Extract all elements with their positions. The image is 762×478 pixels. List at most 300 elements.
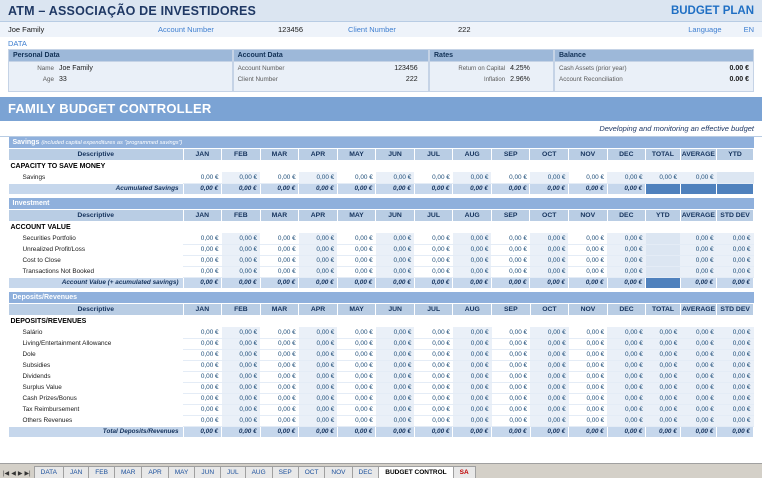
cell-investment-0-ytd[interactable]: [646, 233, 680, 244]
cell-investment-2-apr[interactable]: 0,00 €: [299, 255, 338, 266]
cell-investment-1-average[interactable]: 0,00 €: [680, 244, 717, 255]
cell-savings-0-oct[interactable]: 0,00 €: [530, 172, 569, 183]
total-savings-oct[interactable]: 0,00 €: [530, 183, 569, 194]
cell-deposits-0-may[interactable]: 0,00 €: [337, 327, 376, 338]
cell-deposits-3-jan[interactable]: 0,00 €: [183, 360, 222, 371]
cell-deposits-3-oct[interactable]: 0,00 €: [530, 360, 569, 371]
cell-deposits-7-feb[interactable]: 0,00 €: [222, 404, 261, 415]
cell-deposits-0-average[interactable]: 0,00 €: [680, 327, 717, 338]
cell-investment-0-mar[interactable]: 0,00 €: [260, 233, 299, 244]
cell-deposits-6-mar[interactable]: 0,00 €: [260, 393, 299, 404]
cell-deposits-2-mar[interactable]: 0,00 €: [260, 349, 299, 360]
cell-deposits-3-apr[interactable]: 0,00 €: [299, 360, 338, 371]
cell-deposits-1-feb[interactable]: 0,00 €: [222, 338, 261, 349]
cell-deposits-5-jun[interactable]: 0,00 €: [376, 382, 415, 393]
column-header-oct: OCT: [530, 209, 569, 221]
account-number-field-value[interactable]: 123456: [394, 65, 418, 72]
total-deposits-sep[interactable]: 0,00 €: [492, 426, 531, 437]
cell-deposits-0-apr[interactable]: 0,00 €: [299, 327, 338, 338]
cell-investment-2-oct[interactable]: 0,00 €: [530, 255, 569, 266]
total-savings-feb[interactable]: 0,00 €: [222, 183, 261, 194]
sheet-tab-jun[interactable]: JUN: [194, 466, 221, 478]
cell-deposits-7-jun[interactable]: 0,00 €: [376, 404, 415, 415]
cell-deposits-2-aug[interactable]: 0,00 €: [453, 349, 492, 360]
cell-investment-2-jun[interactable]: 0,00 €: [376, 255, 415, 266]
cell-investment-0-aug[interactable]: 0,00 €: [453, 233, 492, 244]
cell-deposits-4-oct[interactable]: 0,00 €: [530, 371, 569, 382]
cell-deposits-6-sep[interactable]: 0,00 €: [492, 393, 531, 404]
cell-deposits-0-std-dev[interactable]: 0,00 €: [717, 327, 754, 338]
cell-deposits-5-sep[interactable]: 0,00 €: [492, 382, 531, 393]
cell-deposits-4-mar[interactable]: 0,00 €: [260, 371, 299, 382]
cell-investment-0-nov[interactable]: 0,00 €: [568, 233, 607, 244]
cell-investment-1-jan[interactable]: 0,00 €: [183, 244, 222, 255]
cell-investment-3-may[interactable]: 0,00 €: [337, 266, 376, 277]
cell-deposits-3-average[interactable]: 0,00 €: [680, 360, 717, 371]
cell-deposits-3-may[interactable]: 0,00 €: [337, 360, 376, 371]
cell-deposits-8-jan[interactable]: 0,00 €: [183, 415, 222, 426]
cell-deposits-7-average[interactable]: 0,00 €: [680, 404, 717, 415]
cell-deposits-2-feb[interactable]: 0,00 €: [222, 349, 261, 360]
cell-deposits-0-dec[interactable]: 0,00 €: [607, 327, 646, 338]
sheet-tab-feb[interactable]: FEB: [88, 466, 115, 478]
cell-deposits-1-jul[interactable]: 0,00 €: [414, 338, 453, 349]
last-sheet-icon[interactable]: ▶|: [24, 471, 31, 477]
cell-deposits-1-std-dev[interactable]: 0,00 €: [717, 338, 754, 349]
cell-deposits-1-oct[interactable]: 0,00 €: [530, 338, 569, 349]
cell-deposits-8-total[interactable]: 0,00 €: [646, 415, 681, 426]
cell-savings-0-may[interactable]: 0,00 €: [337, 172, 376, 183]
total-savings-mar[interactable]: 0,00 €: [260, 183, 299, 194]
sheet-nav-buttons[interactable]: [0, 470, 34, 478]
cell-deposits-6-dec[interactable]: 0,00 €: [607, 393, 646, 404]
cell-deposits-1-mar[interactable]: 0,00 €: [260, 338, 299, 349]
total-investment-may[interactable]: 0,00 €: [337, 277, 376, 288]
cell-deposits-1-total[interactable]: 0,00 €: [646, 338, 681, 349]
cell-investment-2-ytd[interactable]: [646, 255, 680, 266]
cell-deposits-2-std-dev[interactable]: 0,00 €: [717, 349, 754, 360]
cell-deposits-3-nov[interactable]: 0,00 €: [569, 360, 608, 371]
cell-deposits-1-nov[interactable]: 0,00 €: [569, 338, 608, 349]
cell-investment-3-mar[interactable]: 0,00 €: [260, 266, 299, 277]
total-deposits-may[interactable]: 0,00 €: [337, 426, 376, 437]
total-investment-sep[interactable]: 0,00 €: [491, 277, 530, 288]
cell-deposits-8-sep[interactable]: 0,00 €: [492, 415, 531, 426]
cell-deposits-3-sep[interactable]: 0,00 €: [492, 360, 531, 371]
total-deposits-feb[interactable]: 0,00 €: [222, 426, 261, 437]
total-investment-dec[interactable]: 0,00 €: [607, 277, 646, 288]
prev-sheet-icon[interactable]: ◀: [11, 471, 16, 477]
cell-deposits-4-total[interactable]: 0,00 €: [646, 371, 681, 382]
cell-investment-2-std-dev[interactable]: 0,00 €: [717, 255, 754, 266]
cell-deposits-5-std-dev[interactable]: 0,00 €: [717, 382, 754, 393]
total-savings-nov[interactable]: 0,00 €: [569, 183, 608, 194]
total-deposits-std-dev[interactable]: 0,00 €: [717, 426, 754, 437]
total-investment-aug[interactable]: 0,00 €: [453, 277, 492, 288]
total-deposits-mar[interactable]: 0,00 €: [260, 426, 299, 437]
cell-deposits-2-nov[interactable]: 0,00 €: [569, 349, 608, 360]
total-savings-jan[interactable]: 0,00 €: [183, 183, 222, 194]
sheet-tab-aug[interactable]: AUG: [245, 466, 273, 478]
cell-investment-3-feb[interactable]: 0,00 €: [222, 266, 261, 277]
cell-deposits-4-apr[interactable]: 0,00 €: [299, 371, 338, 382]
cell-deposits-4-std-dev[interactable]: 0,00 €: [717, 371, 754, 382]
cell-deposits-3-aug[interactable]: 0,00 €: [453, 360, 492, 371]
cell-investment-3-jan[interactable]: 0,00 €: [183, 266, 222, 277]
cell-deposits-7-nov[interactable]: 0,00 €: [569, 404, 608, 415]
total-investment-jan[interactable]: 0,00 €: [183, 277, 222, 288]
total-deposits-oct[interactable]: 0,00 €: [530, 426, 569, 437]
row-spacer: [9, 437, 754, 441]
cell-deposits-7-sep[interactable]: 0,00 €: [492, 404, 531, 415]
cell-savings-0-jul[interactable]: 0,00 €: [414, 172, 453, 183]
cell-deposits-6-average[interactable]: 0,00 €: [680, 393, 717, 404]
group-label: ACCOUNT VALUE: [9, 221, 754, 233]
cell-deposits-7-mar[interactable]: 0,00 €: [260, 404, 299, 415]
cell-deposits-3-dec[interactable]: 0,00 €: [607, 360, 646, 371]
cell-investment-2-average[interactable]: 0,00 €: [680, 255, 717, 266]
section-table-deposits: [8, 292, 754, 441]
cell-deposits-5-feb[interactable]: 0,00 €: [222, 382, 261, 393]
cell-deposits-5-may[interactable]: 0,00 €: [337, 382, 376, 393]
cell-savings-0-jun[interactable]: 0,00 €: [376, 172, 415, 183]
sheet-tab-data[interactable]: DATA: [34, 466, 64, 478]
sheet-tab-sep[interactable]: SEP: [272, 466, 299, 478]
cell-deposits-4-dec[interactable]: 0,00 €: [607, 371, 646, 382]
cell-deposits-6-jul[interactable]: 0,00 €: [414, 393, 453, 404]
total-savings-may[interactable]: 0,00 €: [337, 183, 376, 194]
total-savings-jun[interactable]: 0,00 €: [376, 183, 415, 194]
cell-deposits-2-sep[interactable]: 0,00 €: [492, 349, 531, 360]
cell-deposits-3-jul[interactable]: 0,00 €: [414, 360, 453, 371]
cell-deposits-1-average[interactable]: 0,00 €: [680, 338, 717, 349]
cell-investment-1-nov[interactable]: 0,00 €: [568, 244, 607, 255]
cell-deposits-2-dec[interactable]: 0,00 €: [607, 349, 646, 360]
cell-investment-2-mar[interactable]: 0,00 €: [260, 255, 299, 266]
cell-deposits-2-jul[interactable]: 0,00 €: [414, 349, 453, 360]
total-savings-sep[interactable]: 0,00 €: [491, 183, 530, 194]
cell-deposits-7-oct[interactable]: 0,00 €: [530, 404, 569, 415]
cell-deposits-5-mar[interactable]: 0,00 €: [260, 382, 299, 393]
total-savings-dec[interactable]: 0,00 €: [607, 183, 646, 194]
return-on-capital-label: Return on Capital: [458, 66, 506, 72]
cell-deposits-0-total[interactable]: 0,00 €: [646, 327, 681, 338]
personal-name-value[interactable]: Joe Family: [59, 65, 93, 72]
cell-deposits-1-aug[interactable]: 0,00 €: [453, 338, 492, 349]
cell-deposits-8-dec[interactable]: 0,00 €: [607, 415, 646, 426]
sheet-tab-sa[interactable]: SA: [453, 466, 476, 478]
cell-savings-0-feb[interactable]: 0,00 €: [222, 172, 261, 183]
cell-investment-2-jan[interactable]: 0,00 €: [183, 255, 222, 266]
cell-deposits-8-average[interactable]: 0,00 €: [680, 415, 717, 426]
sheet-tab-jan[interactable]: JAN: [63, 466, 89, 478]
total-savings-apr[interactable]: 0,00 €: [299, 183, 338, 194]
cell-deposits-6-aug[interactable]: 0,00 €: [453, 393, 492, 404]
cell-investment-1-std-dev[interactable]: 0,00 €: [717, 244, 754, 255]
cell-savings-0-sep[interactable]: 0,00 €: [491, 172, 530, 183]
cell-deposits-5-nov[interactable]: 0,00 €: [569, 382, 608, 393]
total-deposits-jun[interactable]: 0,00 €: [376, 426, 415, 437]
cell-investment-2-may[interactable]: 0,00 €: [337, 255, 376, 266]
cell-deposits-5-aug[interactable]: 0,00 €: [453, 382, 492, 393]
cell-investment-0-feb[interactable]: 0,00 €: [222, 233, 261, 244]
total-investment-average[interactable]: 0,00 €: [680, 277, 717, 288]
cell-investment-1-may[interactable]: 0,00 €: [337, 244, 376, 255]
cell-savings-0-mar[interactable]: 0,00 €: [260, 172, 299, 183]
next-sheet-icon[interactable]: ▶: [17, 471, 23, 477]
cell-investment-2-jul[interactable]: 0,00 €: [414, 255, 453, 266]
cell-investment-0-jun[interactable]: 0,00 €: [376, 233, 415, 244]
cell-investment-3-average[interactable]: 0,00 €: [680, 266, 717, 277]
cell-deposits-0-jun[interactable]: 0,00 €: [376, 327, 415, 338]
cell-deposits-0-feb[interactable]: 0,00 €: [222, 327, 261, 338]
total-deposits-jan[interactable]: 0,00 €: [183, 426, 222, 437]
cell-deposits-6-std-dev[interactable]: 0,00 €: [717, 393, 754, 404]
title-bar: [0, 0, 762, 22]
cell-deposits-1-sep[interactable]: 0,00 €: [492, 338, 531, 349]
table-row: [13, 76, 228, 87]
cell-investment-0-oct[interactable]: 0,00 €: [530, 233, 569, 244]
row-label: Tax Reimbursement: [9, 404, 184, 415]
column-header-jun: JUN: [376, 148, 415, 160]
cell-deposits-3-jun[interactable]: 0,00 €: [376, 360, 415, 371]
column-header-descriptive: Descriptive: [9, 209, 184, 221]
total-deposits-average[interactable]: 0,00 €: [680, 426, 717, 437]
total-savings-jul[interactable]: 0,00 €: [414, 183, 453, 194]
cell-investment-1-ytd[interactable]: [646, 244, 680, 255]
cell-investment-3-std-dev[interactable]: 0,00 €: [717, 266, 754, 277]
cell-investment-0-apr[interactable]: 0,00 €: [299, 233, 338, 244]
cell-investment-1-feb[interactable]: 0,00 €: [222, 244, 261, 255]
cell-deposits-6-feb[interactable]: 0,00 €: [222, 393, 261, 404]
cell-investment-2-nov[interactable]: 0,00 €: [568, 255, 607, 266]
sheet-tab-oct[interactable]: OCT: [298, 466, 326, 478]
cell-deposits-8-mar[interactable]: 0,00 €: [260, 415, 299, 426]
total-investment-apr[interactable]: 0,00 €: [299, 277, 338, 288]
cell-deposits-6-nov[interactable]: 0,00 €: [569, 393, 608, 404]
cell-investment-3-apr[interactable]: 0,00 €: [299, 266, 338, 277]
total-savings-ytd[interactable]: [717, 183, 754, 194]
cell-deposits-4-jun[interactable]: 0,00 €: [376, 371, 415, 382]
cell-deposits-5-average[interactable]: 0,00 €: [680, 382, 717, 393]
cell-deposits-0-aug[interactable]: 0,00 €: [453, 327, 492, 338]
cell-investment-2-aug[interactable]: 0,00 €: [453, 255, 492, 266]
total-investment-std-dev[interactable]: 0,00 €: [717, 277, 754, 288]
cell-investment-0-may[interactable]: 0,00 €: [337, 233, 376, 244]
cell-investment-3-ytd[interactable]: [646, 266, 680, 277]
cell-deposits-4-nov[interactable]: 0,00 €: [569, 371, 608, 382]
total-investment-jun[interactable]: 0,00 €: [376, 277, 415, 288]
row-label: Surplus Value: [9, 382, 184, 393]
cell-investment-1-jun[interactable]: 0,00 €: [376, 244, 415, 255]
first-sheet-icon[interactable]: |◀: [3, 471, 10, 477]
cell-savings-0-aug[interactable]: 0,00 €: [453, 172, 492, 183]
total-investment-nov[interactable]: 0,00 €: [568, 277, 607, 288]
cell-deposits-3-mar[interactable]: 0,00 €: [260, 360, 299, 371]
total-investment-jul[interactable]: 0,00 €: [414, 277, 453, 288]
cell-deposits-2-may[interactable]: 0,00 €: [337, 349, 376, 360]
personal-name-label: Name: [37, 65, 54, 72]
column-header-may: MAY: [337, 303, 376, 315]
cell-deposits-5-total[interactable]: 0,00 €: [646, 382, 681, 393]
personal-age-value[interactable]: 33: [59, 76, 67, 83]
cell-deposits-0-sep[interactable]: 0,00 €: [492, 327, 531, 338]
cell-deposits-0-jan[interactable]: 0,00 €: [183, 327, 222, 338]
cell-deposits-8-std-dev[interactable]: 0,00 €: [717, 415, 754, 426]
cell-deposits-0-mar[interactable]: 0,00 €: [260, 327, 299, 338]
cell-investment-2-dec[interactable]: 0,00 €: [607, 255, 646, 266]
cell-investment-1-apr[interactable]: 0,00 €: [299, 244, 338, 255]
return-on-capital-value[interactable]: 4.25%: [510, 65, 530, 72]
cell-investment-3-nov[interactable]: 0,00 €: [568, 266, 607, 277]
cell-investment-1-sep[interactable]: 0,00 €: [491, 244, 530, 255]
cell-deposits-6-jan[interactable]: 0,00 €: [183, 393, 222, 404]
cell-deposits-7-may[interactable]: 0,00 €: [337, 404, 376, 415]
cell-deposits-0-jul[interactable]: 0,00 €: [414, 327, 453, 338]
cell-investment-3-dec[interactable]: 0,00 €: [607, 266, 646, 277]
cell-deposits-8-apr[interactable]: 0,00 €: [299, 415, 338, 426]
cell-savings-0-apr[interactable]: 0,00 €: [299, 172, 338, 183]
cell-deposits-4-jul[interactable]: 0,00 €: [414, 371, 453, 382]
sheet-tab-nov[interactable]: NOV: [324, 466, 352, 478]
cell-deposits-4-sep[interactable]: 0,00 €: [492, 371, 531, 382]
total-deposits-total[interactable]: 0,00 €: [646, 426, 681, 437]
inflation-value[interactable]: 2.96%: [510, 76, 530, 83]
cell-deposits-5-jan[interactable]: 0,00 €: [183, 382, 222, 393]
cell-deposits-7-apr[interactable]: 0,00 €: [299, 404, 338, 415]
cell-investment-1-aug[interactable]: 0,00 €: [453, 244, 492, 255]
cell-investment-3-aug[interactable]: 0,00 €: [453, 266, 492, 277]
total-investment-mar[interactable]: 0,00 €: [260, 277, 299, 288]
cell-deposits-7-jan[interactable]: 0,00 €: [183, 404, 222, 415]
cell-deposits-0-oct[interactable]: 0,00 €: [530, 327, 569, 338]
cell-deposits-8-jun[interactable]: 0,00 €: [376, 415, 415, 426]
cell-deposits-4-may[interactable]: 0,00 €: [337, 371, 376, 382]
cell-deposits-6-jun[interactable]: 0,00 €: [376, 393, 415, 404]
cell-deposits-8-oct[interactable]: 0,00 €: [530, 415, 569, 426]
cell-deposits-6-total[interactable]: 0,00 €: [646, 393, 681, 404]
sheet-tab-budget-control[interactable]: BUDGET CONTROL: [378, 466, 453, 478]
cell-investment-0-std-dev[interactable]: 0,00 €: [717, 233, 754, 244]
total-savings-total[interactable]: [646, 183, 681, 194]
cell-savings-0-total[interactable]: 0,00 €: [646, 172, 681, 183]
sheet-tab-mar[interactable]: MAR: [114, 466, 142, 478]
cell-investment-0-sep[interactable]: 0,00 €: [491, 233, 530, 244]
cell-deposits-4-aug[interactable]: 0,00 €: [453, 371, 492, 382]
sheet-tab-jul[interactable]: JUL: [220, 466, 246, 478]
cell-savings-0-dec[interactable]: 0,00 €: [607, 172, 646, 183]
language-value[interactable]: EN: [743, 25, 754, 34]
cell-savings-0-nov[interactable]: 0,00 €: [569, 172, 608, 183]
cell-investment-3-oct[interactable]: 0,00 €: [530, 266, 569, 277]
cell-investment-3-jul[interactable]: 0,00 €: [414, 266, 453, 277]
cell-deposits-0-nov[interactable]: 0,00 €: [569, 327, 608, 338]
total-savings-average[interactable]: [680, 183, 717, 194]
cell-deposits-2-apr[interactable]: 0,00 €: [299, 349, 338, 360]
cell-investment-0-dec[interactable]: 0,00 €: [607, 233, 646, 244]
total-investment-oct[interactable]: 0,00 €: [530, 277, 569, 288]
table-row: [434, 76, 549, 87]
cell-deposits-6-may[interactable]: 0,00 €: [337, 393, 376, 404]
total-deposits-dec[interactable]: 0,00 €: [607, 426, 646, 437]
total-deposits-apr[interactable]: 0,00 €: [299, 426, 338, 437]
cell-investment-0-average[interactable]: 0,00 €: [680, 233, 717, 244]
cell-deposits-5-apr[interactable]: 0,00 €: [299, 382, 338, 393]
cell-deposits-3-total[interactable]: 0,00 €: [646, 360, 681, 371]
cell-deposits-5-oct[interactable]: 0,00 €: [530, 382, 569, 393]
cell-deposits-3-std-dev[interactable]: 0,00 €: [717, 360, 754, 371]
cell-deposits-7-dec[interactable]: 0,00 €: [607, 404, 646, 415]
cell-investment-3-sep[interactable]: 0,00 €: [491, 266, 530, 277]
account-reconciliation-value[interactable]: 0.00 €: [729, 76, 749, 83]
cell-deposits-8-nov[interactable]: 0,00 €: [569, 415, 608, 426]
cell-investment-1-jul[interactable]: 0,00 €: [414, 244, 453, 255]
cell-deposits-7-aug[interactable]: 0,00 €: [453, 404, 492, 415]
cell-deposits-1-dec[interactable]: 0,00 €: [607, 338, 646, 349]
sheet-tab-may[interactable]: MAY: [168, 466, 196, 478]
cell-deposits-7-std-dev[interactable]: 0,00 €: [717, 404, 754, 415]
cell-deposits-1-jun[interactable]: 0,00 €: [376, 338, 415, 349]
total-investment-ytd[interactable]: [646, 277, 680, 288]
cell-savings-0-jan[interactable]: 0,00 €: [183, 172, 222, 183]
cell-deposits-2-oct[interactable]: 0,00 €: [530, 349, 569, 360]
cell-deposits-8-may[interactable]: 0,00 €: [337, 415, 376, 426]
cell-deposits-2-total[interactable]: 0,00 €: [646, 349, 681, 360]
cell-deposits-4-jan[interactable]: 0,00 €: [183, 371, 222, 382]
sheet-tab-dec[interactable]: DEC: [352, 466, 380, 478]
total-savings-aug[interactable]: 0,00 €: [453, 183, 492, 194]
cell-deposits-1-jan[interactable]: 0,00 €: [183, 338, 222, 349]
total-deposits-nov[interactable]: 0,00 €: [569, 426, 608, 437]
cell-deposits-2-jun[interactable]: 0,00 €: [376, 349, 415, 360]
cell-deposits-4-feb[interactable]: 0,00 €: [222, 371, 261, 382]
cell-deposits-1-apr[interactable]: 0,00 €: [299, 338, 338, 349]
cell-savings-0-average[interactable]: 0,00 €: [680, 172, 717, 183]
cell-investment-1-dec[interactable]: 0,00 €: [607, 244, 646, 255]
total-deposits-aug[interactable]: 0,00 €: [453, 426, 492, 437]
cell-deposits-8-jul[interactable]: 0,00 €: [414, 415, 453, 426]
cell-savings-0-ytd[interactable]: [717, 172, 754, 183]
cell-deposits-5-dec[interactable]: 0,00 €: [607, 382, 646, 393]
cell-deposits-2-jan[interactable]: 0,00 €: [183, 349, 222, 360]
sheet-tab-apr[interactable]: APR: [141, 466, 168, 478]
cell-investment-2-sep[interactable]: 0,00 €: [491, 255, 530, 266]
cell-deposits-6-oct[interactable]: 0,00 €: [530, 393, 569, 404]
total-investment-feb[interactable]: 0,00 €: [222, 277, 261, 288]
cell-investment-0-jul[interactable]: 0,00 €: [414, 233, 453, 244]
cell-deposits-3-feb[interactable]: 0,00 €: [222, 360, 261, 371]
cell-deposits-6-apr[interactable]: 0,00 €: [299, 393, 338, 404]
cell-investment-2-feb[interactable]: 0,00 €: [222, 255, 261, 266]
column-header-nov: NOV: [569, 148, 608, 160]
cell-deposits-5-jul[interactable]: 0,00 €: [414, 382, 453, 393]
cell-deposits-1-may[interactable]: 0,00 €: [337, 338, 376, 349]
column-header-jul: JUL: [414, 148, 453, 160]
cash-assets-value[interactable]: 0.00 €: [729, 65, 749, 72]
cell-deposits-4-average[interactable]: 0,00 €: [680, 371, 717, 382]
cell-deposits-8-feb[interactable]: 0,00 €: [222, 415, 261, 426]
cell-investment-1-oct[interactable]: 0,00 €: [530, 244, 569, 255]
client-number-field-value[interactable]: 222: [405, 76, 418, 83]
cell-deposits-7-jul[interactable]: 0,00 €: [414, 404, 453, 415]
cell-investment-0-jan[interactable]: 0,00 €: [183, 233, 222, 244]
cell-deposits-8-aug[interactable]: 0,00 €: [453, 415, 492, 426]
cell-investment-1-mar[interactable]: 0,00 €: [260, 244, 299, 255]
total-deposits-jul[interactable]: 0,00 €: [414, 426, 453, 437]
cell-investment-3-jun[interactable]: 0,00 €: [376, 266, 415, 277]
cell-deposits-7-total[interactable]: 0,00 €: [646, 404, 681, 415]
cell-deposits-2-average[interactable]: 0,00 €: [680, 349, 717, 360]
